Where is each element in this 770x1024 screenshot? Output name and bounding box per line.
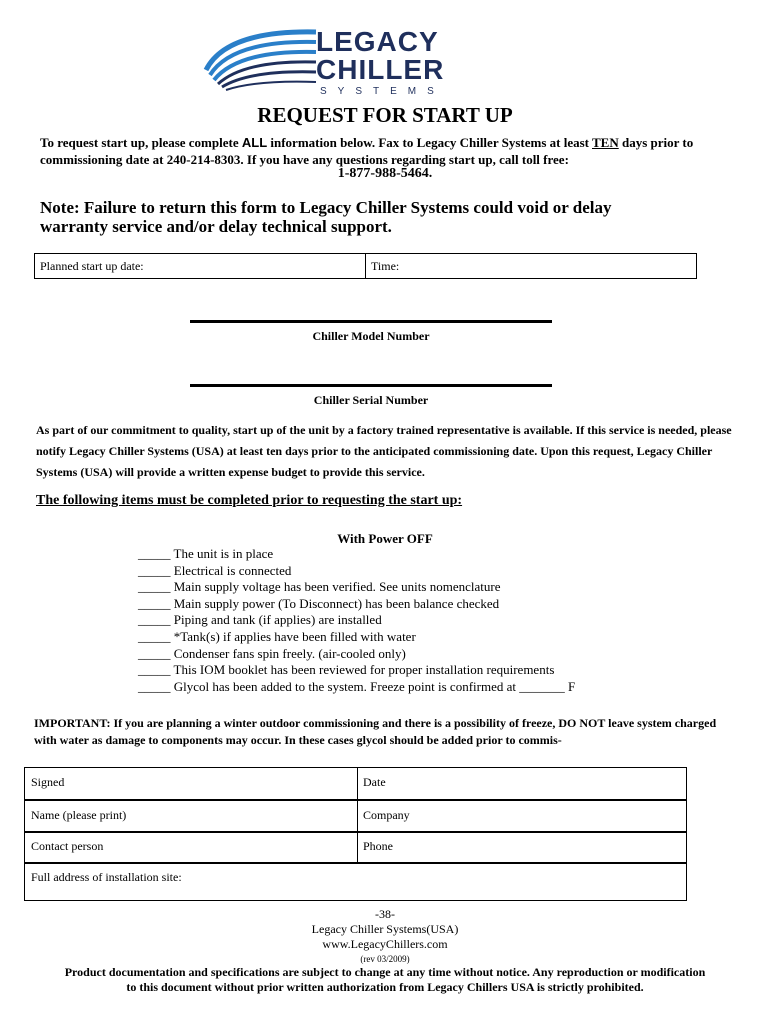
intro-text	[40, 134, 730, 168]
checklist-item[interactable]: _____ Piping and tank (if applies) are installed	[138, 612, 382, 628]
row-divider	[357, 801, 358, 831]
form-row-address	[24, 863, 687, 901]
important-notice: IMPORTANT: If you are planning a winter outdoor commissioning and there is a possibility of freeze, DO NOT leave system charged with water as damage to components may occur. In these cases glycol should be added prior to commis-	[34, 716, 717, 747]
row-divider	[357, 833, 358, 862]
date-field[interactable]: Date	[363, 775, 386, 789]
footer-company: Legacy Chiller Systems(USA)	[311, 922, 459, 936]
contact-person-field[interactable]: Contact person	[31, 839, 104, 853]
logo-word-chiller: CHILLER	[316, 54, 445, 85]
checklist-item[interactable]: _____ Main supply voltage has been verified. See units nomenclature	[138, 579, 501, 595]
serial-number-line[interactable]	[190, 384, 552, 387]
revision-date: (rev 03/2009)	[360, 954, 410, 964]
address-field[interactable]: Full address of installation site:	[31, 870, 182, 884]
contact-form	[24, 767, 687, 902]
form-row-name	[24, 800, 687, 832]
checklist-item[interactable]: _____ *Tank(s) if applies have been filled with water	[138, 628, 416, 644]
phone-field[interactable]: Phone	[363, 839, 393, 853]
service-paragraph: As part of our commitment to quality, start up of the unit by a factory trained representative is available. If this service is needed, please notify Legacy Chiller Systems (USA) at least ten days prior to the anticipated commissioning date. Upon this request, Legacy Chiller Systems (USA) will provide a written expense budget to provide this service.	[36, 423, 732, 479]
company-logo	[196, 20, 471, 97]
time-field[interactable]: Time:	[371, 259, 400, 273]
checklist-item[interactable]: _____ Electrical is connected	[138, 562, 292, 578]
checklist	[138, 546, 658, 695]
intro-ten: TEN	[592, 135, 619, 150]
footer-website: www.LegacyChillers.com	[322, 937, 448, 951]
name-field[interactable]: Name (please print)	[31, 808, 127, 822]
page-title: REQUEST FOR START UP	[257, 103, 513, 127]
swoosh-logo-graphic	[196, 20, 321, 92]
warranty-note: Note: Failure to return this form to Legacy Chiller Systems could void or delay warranty service and/or delay technical support.	[40, 198, 612, 236]
checklist-item[interactable]: _____ This IOM booklet has been reviewed for proper installation requirements	[138, 662, 555, 678]
checklist-item[interactable]: _____ Main supply power (To Disconnect) has been balance checked	[138, 595, 500, 611]
signed-field[interactable]: Signed	[31, 775, 65, 789]
serial-number-caption: Chiller Serial Number	[313, 393, 429, 407]
intro-part-3: days prior to commissioning date at 240-214-8303. If you have any questions regarding start up, call toll free:	[40, 135, 694, 167]
model-number-caption: Chiller Model Number	[312, 329, 430, 343]
checklist-item[interactable]: _____ The unit is in place	[138, 546, 274, 561]
checklist-heading: The following items must be completed prior to requesting the start up:	[36, 493, 463, 508]
form-row-contact	[24, 832, 687, 863]
planned-start-row	[34, 253, 697, 279]
toll-free-phone: 1-877-988-5464.	[337, 166, 433, 181]
logo-word-legacy: LEGACY	[316, 26, 439, 57]
power-off-heading: With Power OFF	[337, 531, 433, 546]
row-divider	[357, 768, 358, 799]
planned-date-field[interactable]: Planned start up date:	[40, 259, 144, 273]
disclaimer-line-1: Product documentation and specifications are subject to change at any time without notice. Any reproduction or modification	[64, 965, 706, 979]
checklist-item[interactable]: _____ Glycol has been added to the system. Freeze point is confirmed at _______ F	[138, 678, 576, 694]
disclaimer-line-2: to this document without prior written authorization from Legacy Chillers USA is strictly prohibited.	[126, 980, 644, 994]
company-field[interactable]: Company	[363, 808, 410, 822]
logo-word-systems: SYSTEMS	[320, 86, 445, 97]
form-row-signed	[24, 767, 687, 800]
intro-part-1: To request start up, please complete	[40, 135, 242, 150]
intro-part-2: information below. Fax to Legacy Chiller Systems at least	[267, 135, 592, 150]
checklist-item[interactable]: _____ Condenser fans spin freely. (air-cooled only)	[138, 645, 406, 661]
intro-all: ALL	[241, 135, 268, 150]
model-number-line[interactable]	[190, 320, 552, 323]
row-divider	[365, 254, 366, 278]
disclaimer	[0, 965, 770, 995]
page-number: -38-	[375, 907, 395, 921]
